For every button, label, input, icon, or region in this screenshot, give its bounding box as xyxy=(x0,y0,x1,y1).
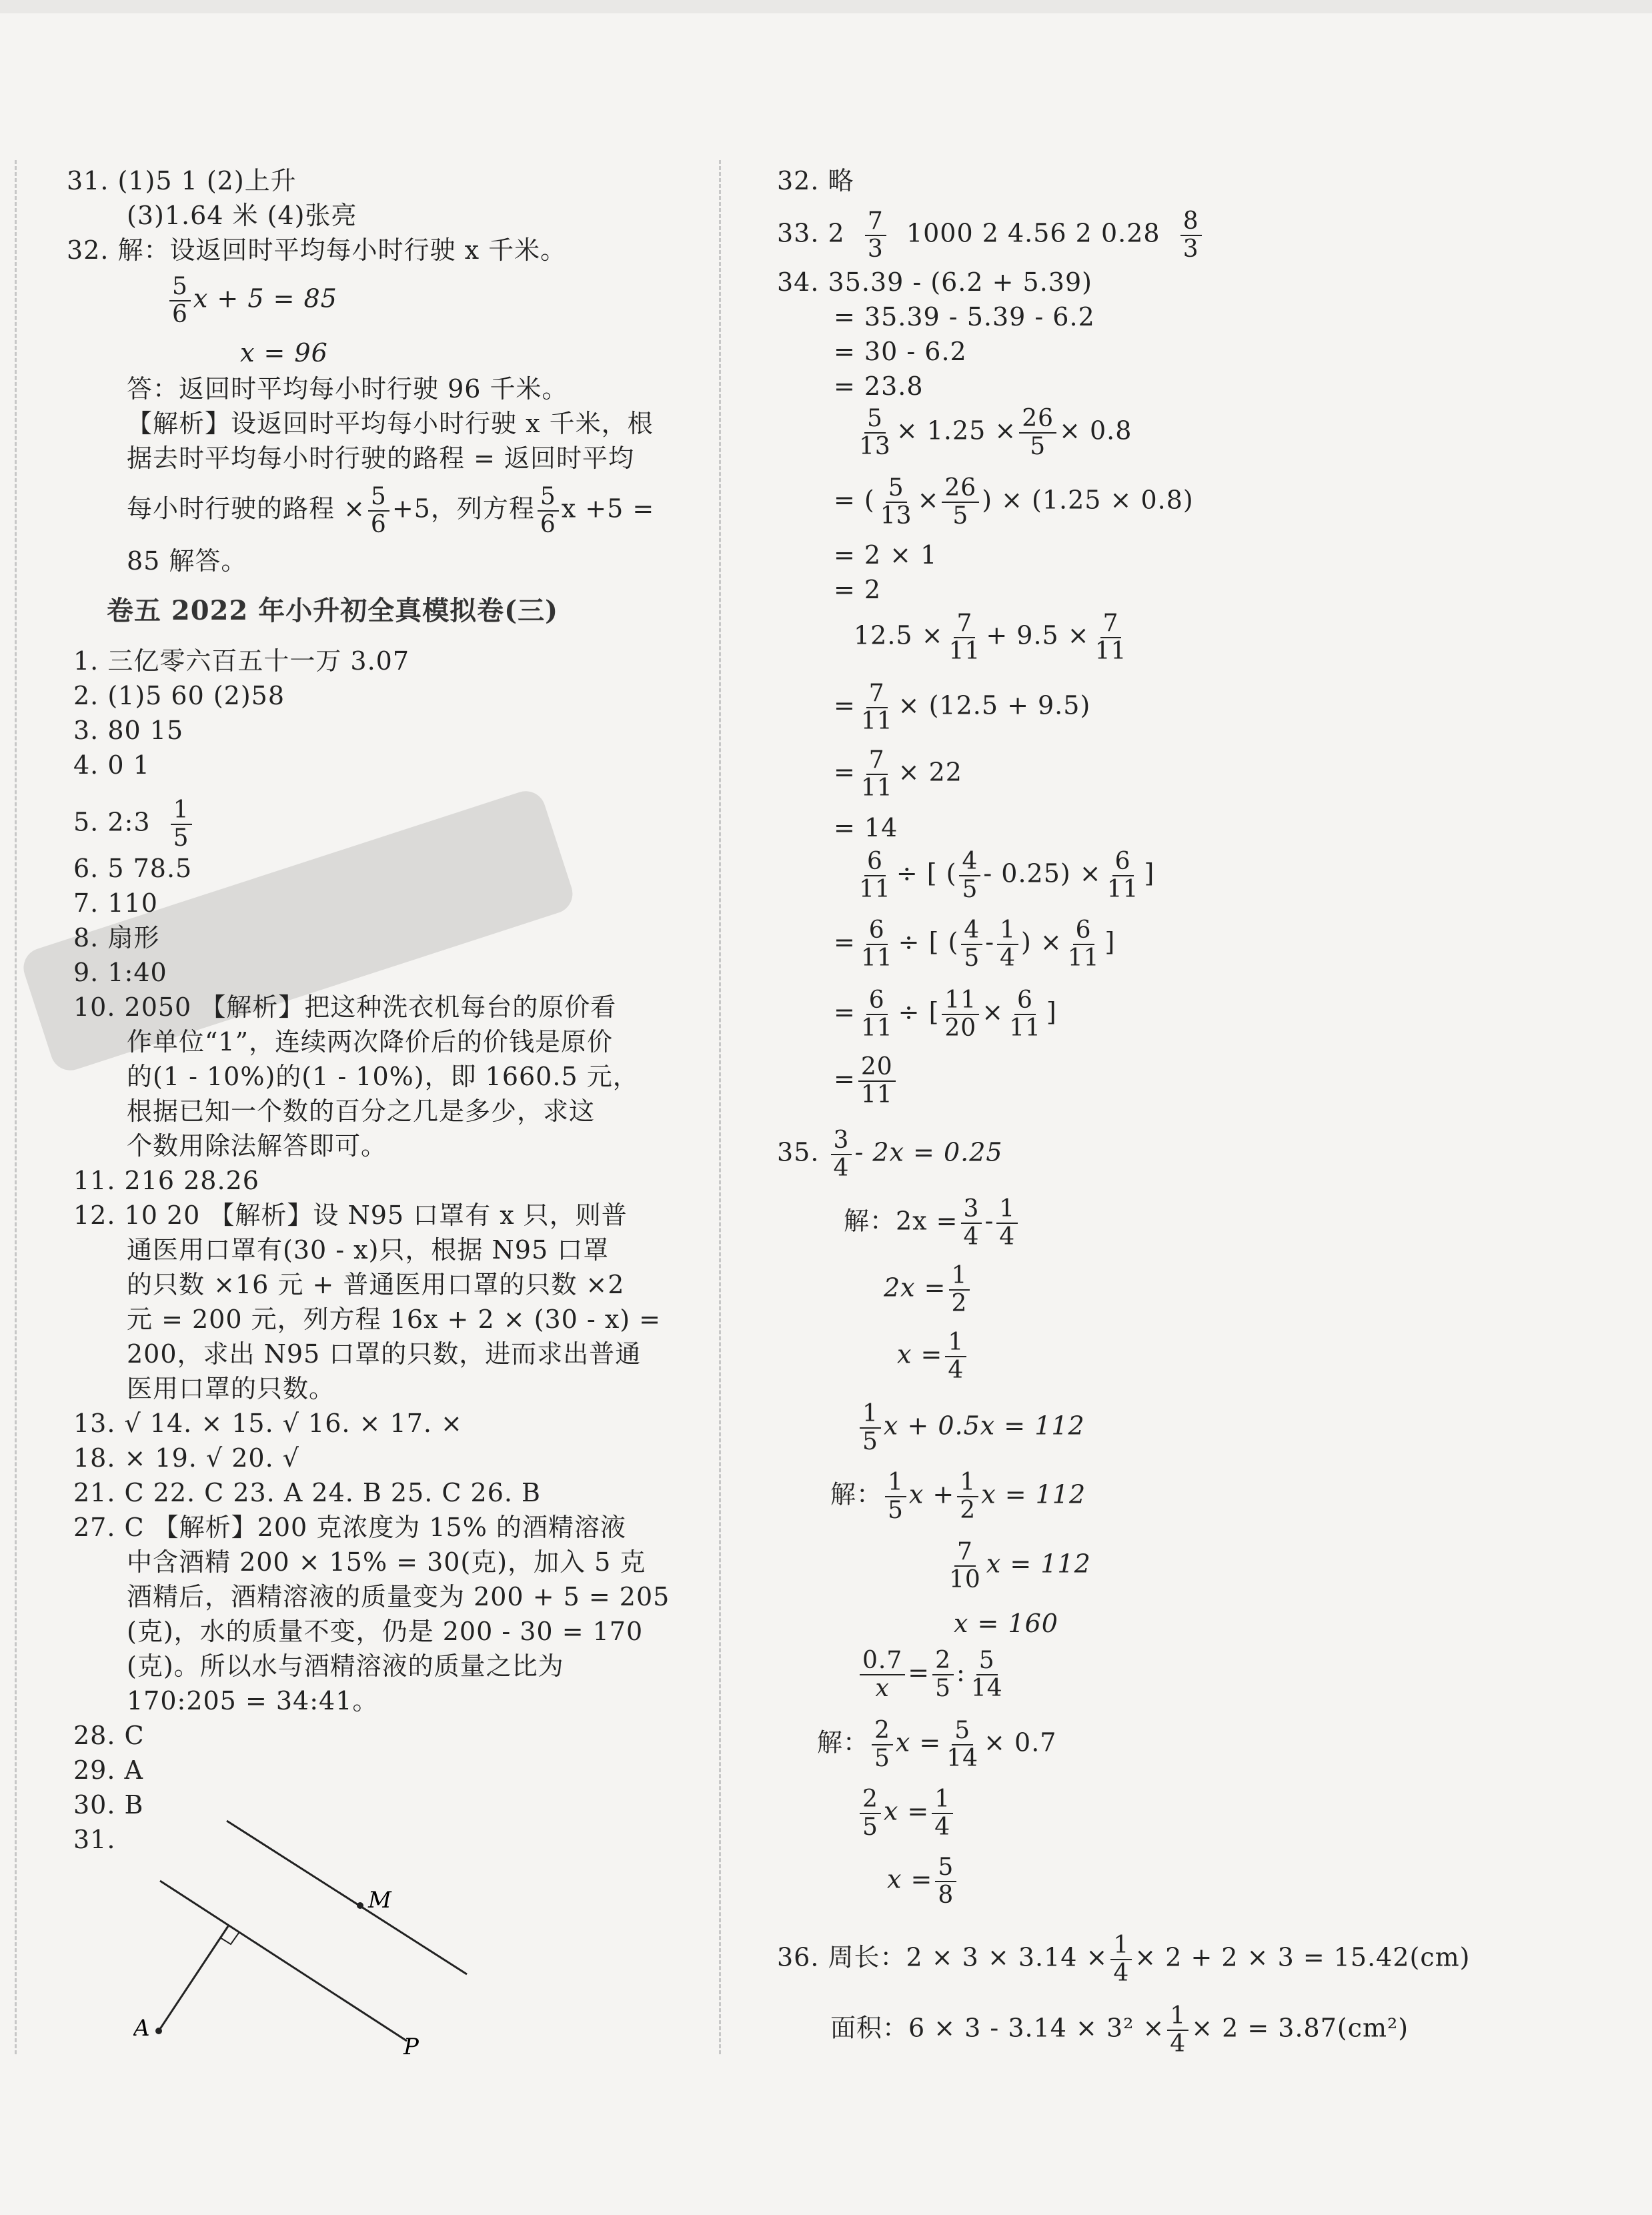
analysis-32-4: 85 解答。 xyxy=(127,546,247,576)
answer-r35-7: $\frac{7}{10}$ x = 112 xyxy=(949,1538,1091,1593)
answer-r35-8: x = 160 xyxy=(954,1609,1058,1638)
answer-18-20: 18. × 19. √ 20. √ xyxy=(73,1443,299,1473)
answer-10-cont4: 个数用除法解答即可。 xyxy=(127,1131,387,1161)
answer-r34-6: = ( $\frac{5}{13}$ × $\frac{26}{5}$ ) × (1.25 × 0.8) xyxy=(834,474,1194,530)
answer-10: 10. 2050 【解析】把这种洗衣机每台的原价看 xyxy=(73,992,617,1022)
line-through-m xyxy=(227,1821,467,1974)
answer-r34-9: 12.5 × $\frac{7}{11}$ + 9.5 × $\frac{7}{11}$ xyxy=(854,610,1127,665)
answer-r35-2: 解：2x = $\frac{3}{4}$ - $\frac{1}{4}$ xyxy=(844,1196,1020,1251)
answer-11: 11. 216 28.26 xyxy=(73,1166,259,1195)
answer-12-cont1: 通医用口罩有(30 - x)只，根据 N95 口罩 xyxy=(127,1235,610,1265)
perpendicular-line xyxy=(159,1926,228,2031)
fraction: $\frac{5}{6}$ xyxy=(538,484,559,538)
answer-31-cont: (3)1.64 米 (4)张亮 xyxy=(127,201,357,230)
answer-r34-8: = 2 xyxy=(834,575,882,604)
answer-13-17: 13. √ 14. × 15. √ 16. × 17. × xyxy=(73,1409,463,1438)
answer-4: 4. 0 1 xyxy=(73,750,150,780)
answer-27-cont2: 酒精后，酒精溶液的质量变为 200 + 5 = 205 xyxy=(127,1582,670,1611)
answer-1: 1. 三亿零六百五十一万 3.07 xyxy=(73,646,410,676)
answer-r36-area: 面积：6 × 3 - 3.14 × 3² × $\frac{1}{4}$ × 2 = 3.87(cm²) xyxy=(830,2002,1409,2058)
analysis-32-2: 据去时平均每小时行驶的路程 = 返回时平均 xyxy=(127,444,634,473)
answer-10-cont3: 根据已知一个数的百分之几是多少，求这 xyxy=(127,1096,596,1126)
answer-12-cont3: 元 = 200 元，列方程 16x + 2 × (30 - x) = xyxy=(127,1305,661,1334)
answer-r35-10: 解： $\frac{2}{5}$ x = $\frac{5}{14}$ × 0.7 xyxy=(817,1717,1057,1772)
answer-6: 6. 5 78.5 xyxy=(73,854,193,883)
fraction: $\frac{8}{3}$ xyxy=(1180,208,1202,263)
answer-29: 29. A xyxy=(73,1755,143,1785)
answer-r35-12: x = $\frac{5}{8}$ xyxy=(887,1854,959,1909)
answer-3: 3. 80 15 xyxy=(73,716,184,745)
point-m xyxy=(357,1902,363,1909)
answer-12: 12. 10 20 【解析】设 N95 口罩有 x 只，则普 xyxy=(73,1201,628,1230)
answer-27-cont1: 中含酒精 200 × 15% = 30(克)，加入 5 克 xyxy=(127,1547,646,1577)
answer-r34-13: $\frac{6}{11}$ ÷ [ ( $\frac{4}{5}$ - 0.25) × $\frac{6}{11}$ ] xyxy=(859,848,1155,903)
answer-7: 7. 110 xyxy=(73,888,158,918)
answer-8: 8. 扇形 xyxy=(73,923,160,952)
answer-r32: 32. 略 xyxy=(777,166,854,195)
answer-31-figure-label: 31. xyxy=(73,1825,116,1854)
answer-9: 9. 1:40 xyxy=(73,958,167,987)
parallel-lines-figure xyxy=(133,1801,507,2068)
answer-r35-9: $\frac{0.7}{x}$ = $\frac{2}{5}$ : $\frac{5}{14}$ xyxy=(857,1647,1008,1702)
answer-32-equation: $\frac{5}{6}$ x + 5 = 85 xyxy=(167,273,337,328)
column-divider xyxy=(719,160,721,2054)
answer-r34-7: = 2 × 1 xyxy=(834,540,938,570)
answer-r34-11: = $\frac{7}{11}$ × 22 xyxy=(834,746,962,802)
answer-r34-4: = 23.8 xyxy=(834,372,924,401)
answer-r34-12: = 14 xyxy=(834,813,898,842)
answer-32-solution: x = 96 xyxy=(240,338,328,367)
analysis-32-3: 每小时行驶的路程 × $\frac{5}{6}$ +5，列方程 $\frac{5}{6}$ x +5 = xyxy=(127,483,655,538)
section-title: 卷五 2022 年小升初全真模拟卷(三) xyxy=(107,595,559,626)
answer-r34-16: = $\frac{20}{11}$ xyxy=(834,1054,898,1109)
answer-r34-2: = 35.39 - 5.39 - 6.2 xyxy=(834,302,1095,331)
answer-12-cont4: 200，求出 N95 口罩的只数，进而求出普通 xyxy=(127,1339,642,1369)
answer-r35-3: 2x = $\frac{1}{2}$ xyxy=(884,1263,972,1317)
label-p: P xyxy=(403,2034,419,2060)
answer-12-cont2: 的只数 ×16 元 + 普通医用口罩的只数 ×2 xyxy=(127,1270,625,1299)
fraction: $\frac{7}{3}$ xyxy=(865,208,886,263)
answer-r34-14: = $\frac{6}{11}$ ÷ [ ( $\frac{4}{5}$ - $\frac{1}{4}$ ) × $\frac{6}{11}$ ] xyxy=(834,916,1116,972)
answer-r35-5: $\frac{1}{5}$ x + 0.5x = 112 xyxy=(857,1401,1085,1455)
answer-27-cont5: 170:205 = 34:41。 xyxy=(127,1686,379,1715)
answer-10-cont2: 的(1 - 10%)的(1 - 10%)，即 1660.5 元， xyxy=(127,1062,639,1091)
answer-12-cont5: 医用口罩的只数。 xyxy=(127,1374,335,1403)
answer-27: 27. C 【解析】200 克浓度为 15% 的酒精溶液 xyxy=(73,1513,626,1542)
answer-r36-perimeter: 36. 周长：2 × 3 × 3.14 × $\frac{1}{4}$ × 2 + 2 × 3 = 15.42(cm) xyxy=(777,1932,1471,1987)
answer-27-cont4: (克)。所以水与酒精溶液的质量之比为 xyxy=(127,1651,564,1681)
answer-2: 2. (1)5 60 (2)58 xyxy=(73,681,285,710)
point-a xyxy=(155,2028,162,2034)
left-dashed-margin xyxy=(15,160,17,2054)
fraction: $\frac{5}{6}$ xyxy=(169,273,191,328)
answer-r35-1: 35. $\frac{3}{4}$ - 2x = 0.25 xyxy=(777,1127,1003,1182)
answer-r34-10: = $\frac{7}{11}$ × (12.5 + 9.5) xyxy=(834,680,1091,735)
answer-32: 32. 解：设返回时平均每小时行驶 x 千米。 xyxy=(67,235,567,265)
answer-27-cont3: (克)，水的质量不变，仍是 200 - 30 = 170 xyxy=(127,1617,644,1646)
answer-r34-1: 34. 35.39 - (6.2 + 5.39) xyxy=(777,267,1092,297)
answer-10-cont1: 作单位“1”，连续两次降价后的价钱是原价 xyxy=(127,1027,614,1056)
top-band xyxy=(0,0,1652,13)
answer-r33: 33. 2 $\frac{7}{3}$ 1000 2 4.56 2 0.28 $\frac{8}{3}$ xyxy=(777,208,1204,263)
answer-5: 5. 2:3 $\frac{1}{5}$ xyxy=(73,797,195,852)
answer-r34-3: = 30 - 6.2 xyxy=(834,337,967,366)
answer-r34-5: $\frac{5}{13}$ × 1.25 × $\frac{26}{5}$ × 0.8 xyxy=(859,405,1132,460)
label-m: M xyxy=(368,1887,391,1914)
answer-r35-11: $\frac{2}{5}$ x = $\frac{1}{4}$ xyxy=(857,1786,956,1841)
answer-30: 30. B xyxy=(73,1790,144,1819)
analysis-32-1: 【解析】设返回时平均每小时行驶 x 千米，根 xyxy=(127,409,654,438)
answer-r35-6: 解： $\frac{1}{5}$ x + $\frac{1}{2}$ x = 112 xyxy=(830,1469,1086,1524)
answer-28: 28. C xyxy=(73,1721,145,1750)
answer-r34-15: = $\frac{6}{11}$ ÷ [ $\frac{11}{20}$ × $\frac{6}{11}$ ] xyxy=(834,986,1057,1042)
answer-r35-4: x = $\frac{1}{4}$ xyxy=(897,1329,969,1384)
answer-32-conclusion: 答：返回时平均每小时行驶 96 千米。 xyxy=(127,374,568,404)
answer-31: 31. (1)5 1 (2)上升 xyxy=(67,166,297,195)
fraction: $\frac{1}{5}$ xyxy=(171,797,192,852)
fraction: $\frac{5}{6}$ xyxy=(368,484,389,538)
answer-21-26: 21. C 22. C 23. A 24. B 25. C 26. B xyxy=(73,1478,541,1507)
label-a: A xyxy=(133,2015,150,2042)
